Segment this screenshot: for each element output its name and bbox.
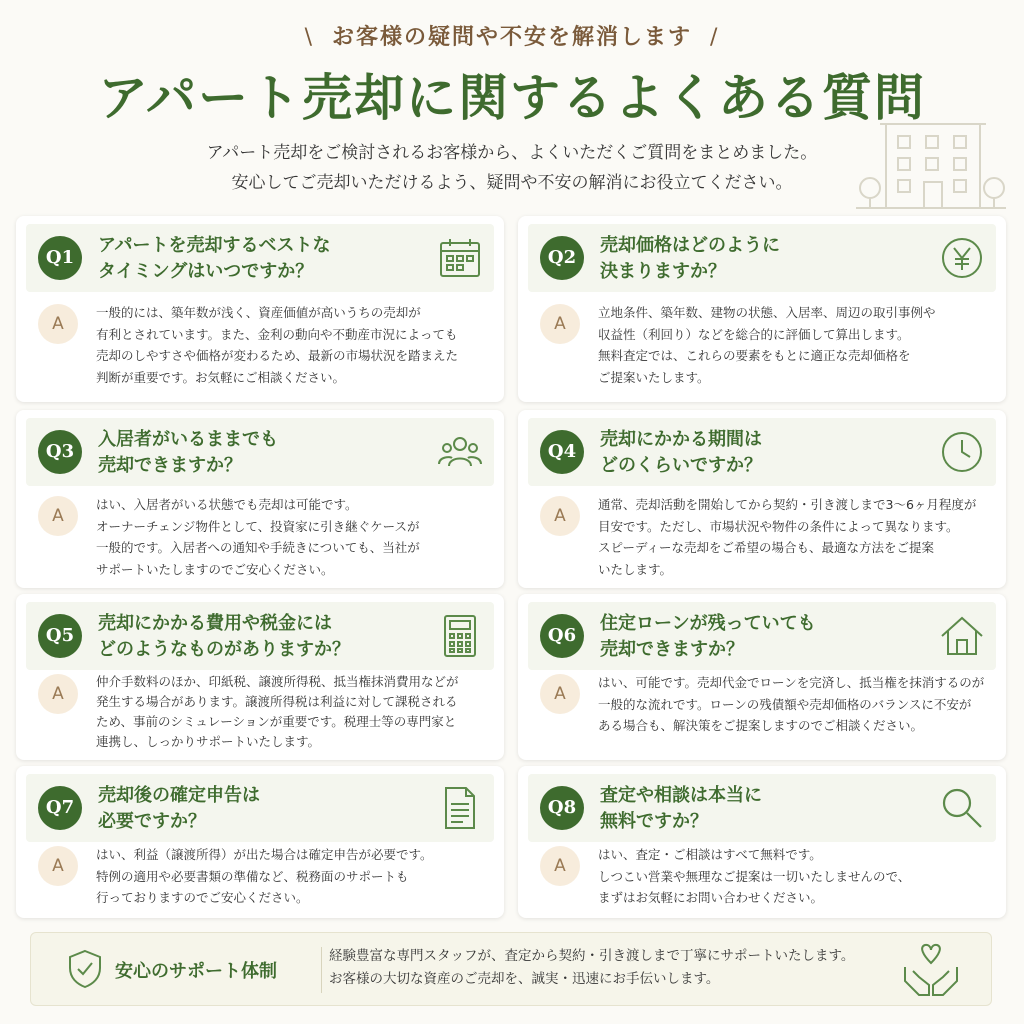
question-text: 入居者がいるままでも 売却できますか？ xyxy=(98,429,278,476)
question-header xyxy=(26,774,494,842)
people-icon xyxy=(438,430,482,474)
question-text: 売却後の確定申告は 必要ですか？ xyxy=(98,785,260,832)
shield-check-icon xyxy=(67,949,103,989)
faq-card-q6 xyxy=(518,594,1006,760)
calculator-icon xyxy=(438,614,482,658)
question-text: 査定や相談は本当に 無料ですか？ xyxy=(600,785,762,832)
eyebrow xyxy=(0,20,1024,51)
support-label: 安心のサポート体制 xyxy=(115,961,277,982)
faq-card-q3 xyxy=(16,410,504,588)
slash-right-icon: / xyxy=(710,25,720,50)
faq-card-q8 xyxy=(518,766,1006,918)
answer-text: 通常、売却活動を開始してから契約・引き渡しまで3〜6ヶ月程度が 目安です。ただし、市場状況や物件の条件によって異なります。 スピーディーな売却をご希望の場合も、最適な方法をご提案 いたします。 xyxy=(598,497,977,577)
heart-hands-icon xyxy=(901,941,961,999)
answer-text: はい、可能です。売却代金でローンを完済し、抵当権を抹消するのが 一般的な流れです。ローンの残債額や売却価格のバランスに不安が ある場合も、解決策をご提案しますのでご相談ください。 xyxy=(598,675,985,733)
answer-text: はい、査定・ご相談はすべて無料です。 しつこい営業や無理なご提案は一切いたしませんので、 まずはお気軽にお問い合わせください。 xyxy=(598,847,911,905)
question-badge: Q3 xyxy=(38,430,82,474)
faq-card-q5 xyxy=(16,594,504,760)
question-header xyxy=(26,602,494,670)
answer-text: 立地条件、築年数、建物の状態、入居率、周辺の取引事例や 収益性（利回り）などを総合的に評価して算出します。 無料査定では、これらの要素をもとに適正な売却価格を ご提案いたします。 xyxy=(598,305,936,385)
faq-card-q2 xyxy=(518,216,1006,402)
calendar-icon xyxy=(438,236,482,280)
intro-text: アパート売却をご検討されるお客様から、よくいただくご質問をまとめました。 安心してご売却いただけるよう、疑問や不安の解消にお役立てください。 xyxy=(206,143,818,193)
answer-badge: A xyxy=(540,304,580,344)
question-badge: Q6 xyxy=(540,614,584,658)
document-icon xyxy=(438,786,482,830)
faq-card-q1 xyxy=(16,216,504,402)
answer-badge: A xyxy=(38,496,78,536)
support-text: 経験豊富な専門スタッフが、査定から契約・引き渡しまで丁寧にサポートいたします。 お客様の大切な資産のご売却を、誠実・迅速にお手伝いします。 xyxy=(329,948,855,987)
question-badge: Q1 xyxy=(38,236,82,280)
question-header xyxy=(528,602,996,670)
page-title: アパート売却に関するよくある質問 xyxy=(98,69,926,127)
question-text: 売却にかかる期間は どのくらいですか？ xyxy=(600,429,762,476)
answer-badge: A xyxy=(38,304,78,344)
building-icon xyxy=(856,112,1006,212)
magnifier-icon xyxy=(940,786,984,830)
answer-badge: A xyxy=(540,496,580,536)
question-badge: Q7 xyxy=(38,786,82,830)
support-banner xyxy=(30,932,992,1006)
yen-icon xyxy=(940,236,984,280)
question-badge: Q4 xyxy=(540,430,584,474)
answer-text: はい、利益（譲渡所得）が出た場合は確定申告が必要です。 特例の適用や必要書類の準備など、税務面のサポートも 行っておりますのでご安心ください。 xyxy=(96,847,433,905)
question-header xyxy=(26,418,494,486)
banner-divider xyxy=(321,947,322,993)
question-header xyxy=(528,774,996,842)
house-icon xyxy=(940,614,984,658)
question-text: 売却価格はどのように 決まりますか？ xyxy=(600,235,780,282)
answer-badge: A xyxy=(38,846,78,886)
answer-badge: A xyxy=(540,846,580,886)
eyebrow-text: お客様の疑問や不安を解消します xyxy=(331,25,692,50)
question-badge: Q2 xyxy=(540,236,584,280)
faq-card-q7 xyxy=(16,766,504,918)
clock-icon xyxy=(940,430,984,474)
faq-card-q4 xyxy=(518,410,1006,588)
question-badge: Q5 xyxy=(38,614,82,658)
answer-text: 仲介手数料のほか、印紙税、譲渡所得税、抵当権抹消費用などが 発生する場合があります。譲渡所得税は利益に対して課税される ため、事前のシミュレーションが重要です。税理士等の専門家と 連携し、しっかりサポートいたします。 xyxy=(96,674,459,749)
answer-text: 一般的には、築年数が浅く、資産価値が高いうちの売却が 有利とされています。また、金利の動向や不動産市況によっても 売却のしやすさや価格が変わるため、最新の市場状況を踏まえた 判断が重要です。お気軽にご相談ください。 xyxy=(96,305,459,385)
slash-left-icon: \ xyxy=(304,25,314,50)
answer-badge: A xyxy=(540,674,580,714)
question-header xyxy=(26,224,494,292)
question-text: 住定ローンが残っていても 売却できますか？ xyxy=(600,613,816,660)
question-header xyxy=(528,224,996,292)
answer-badge: A xyxy=(38,674,78,714)
question-text: アパートを売却するベストな タイミングはいつですか？ xyxy=(98,235,331,282)
question-badge: Q8 xyxy=(540,786,584,830)
question-text: 売却にかかる費用や税金には どのようなものがありますか？ xyxy=(98,613,350,660)
answer-text: はい、入居者がいる状態でも売却は可能です。 オーナーチェンジ物件として、投資家に引き継ぐケースが 一般的です。入居者への通知や手続きについても、当社が サポートいたしますのでご安心ください。 xyxy=(96,497,420,577)
question-header xyxy=(528,418,996,486)
